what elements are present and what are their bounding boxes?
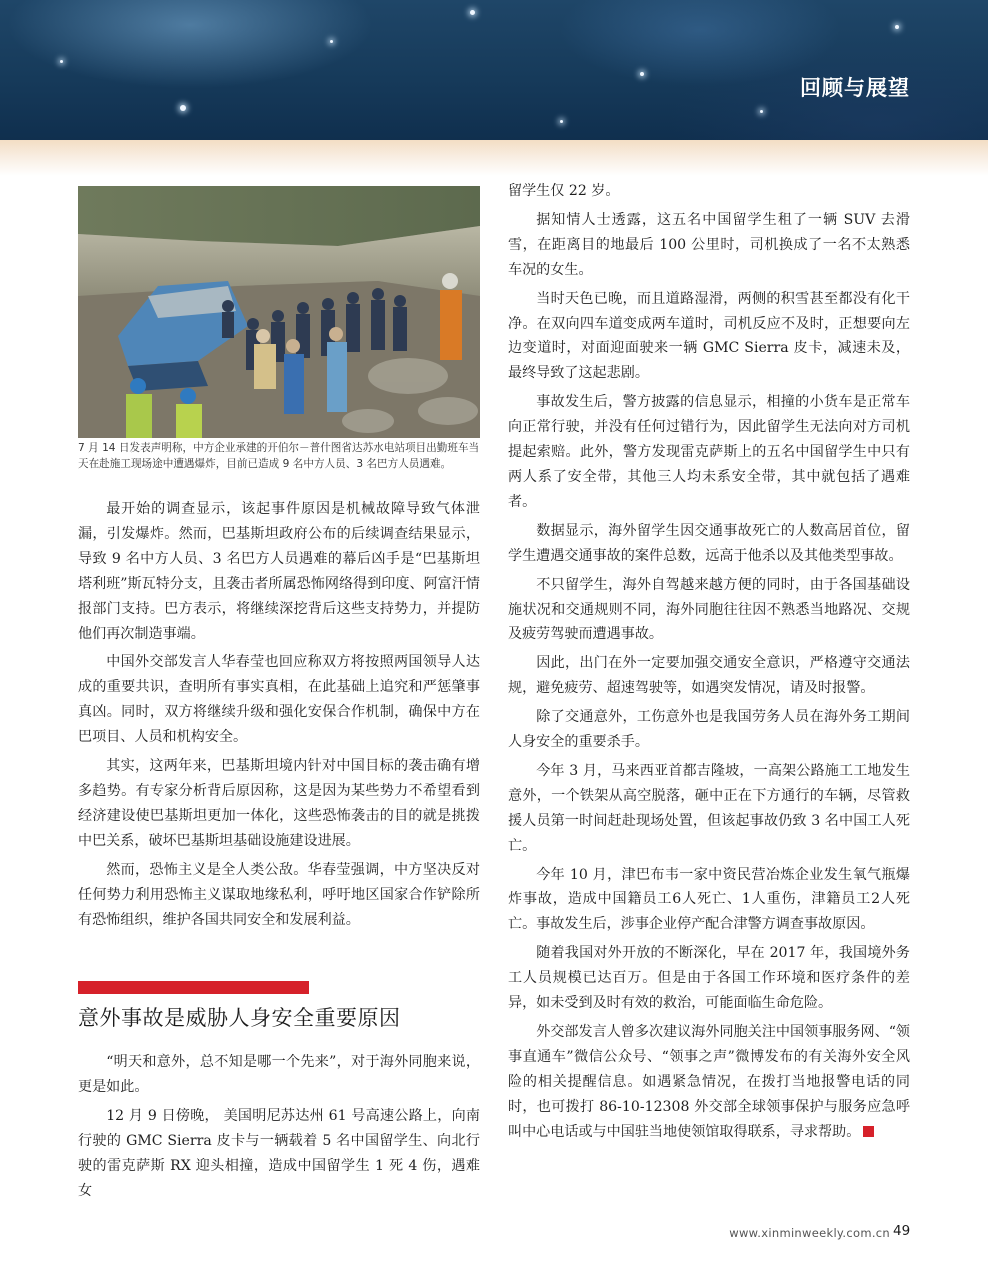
body-paragraph: 其实，这两年来，巴基斯坦境内针对中国目标的袭击确有增多趋势。有专家分析背后原因称，这是因为某些势力不希望看到经济建设使巴基斯坦更加一体化，这些恐怖袭击的目的就是挑拨中巴关系，破坏巴基斯坦基础设施建设进展。 bbox=[78, 758, 480, 849]
body-paragraph: 事故发生后，警方披露的信息显示，相撞的小货车是正常车向正常行驶，并没有任何过错行为，因此留学生无法向对方司机提起索赔。此外，警方发现雷克萨斯上的五名中国留学生中只有两人系了安全带，其他三人均未系安全带，其中就包括了遇难者。 bbox=[508, 394, 910, 510]
subsection-heading: 意外事故是威胁人身安全重要原因 bbox=[78, 1006, 401, 1030]
sparkle-decoration bbox=[640, 72, 644, 76]
page-number: 49 bbox=[893, 1223, 911, 1239]
body-paragraph: 数据显示，海外留学生因交通事故死亡的人数高居首位，留学生遭遇交通事故的案件总数，远高于他杀以及其他类型事故。 bbox=[508, 522, 910, 564]
bus-accident-photo bbox=[78, 186, 480, 438]
heading-accent-bar bbox=[78, 981, 309, 994]
right-column bbox=[508, 179, 910, 1145]
sparkle-decoration bbox=[760, 110, 763, 113]
body-paragraph: 今年 3 月，马来西亚首都吉隆坡，一高架公路施工工地发生意外，一个铁架从高空脱落，砸中正在下方通行的车辆，尽管救援人员第一时间赶赴现场处置，但该起事故仍致 3 名中国工人死亡。 bbox=[508, 762, 910, 854]
sparkle-decoration bbox=[330, 40, 333, 43]
body-paragraph: 今年 10 月，津巴布韦一家中资民营冶炼企业发生氧气瓶爆炸事故，造成中国籍员工6人死亡、1人重伤，津籍员工2人死亡。事故发生后，涉事企业停产配合津警方调查事故原因。 bbox=[508, 866, 910, 933]
continued-line: 留学生仅 22 岁。 bbox=[508, 183, 620, 199]
body-paragraph: 12 月 9 日傍晚， 美国明尼苏达州 61 号高速公路上，向南行驶的 GMC Sierra 皮卡与一辆载着 5 名中国留学生、向北行驶的雷克萨斯 RX 迎头相撞，造成中国留学生 1 死 4 伤，遇难女 bbox=[78, 1107, 480, 1199]
website-url: www.xinminweekly.com.cn bbox=[729, 1226, 890, 1240]
body-paragraph: 随着我国对外开放的不断深化，早在 2017 年，我国境外务工人员规模已达百万。但是由于各国工作环境和医疗条件的差异，如未受到及时有效的救治，可能面临生命危险。 bbox=[508, 945, 910, 1012]
body-paragraph: “明天和意外，总不知是哪一个先来”，对于海外同胞来说，更是如此。 bbox=[78, 1054, 480, 1095]
body-paragraph: 不只留学生，海外自驾越来越方便的同时，由于各国基础设施状况和交通规则不同，海外同胞往往因不熟悉当地路况、交规及疲劳驾驶而遭遇事故。 bbox=[508, 576, 910, 643]
body-paragraph: 除了交通意外，工伤意外也是我国劳务人员在海外务工期间人身安全的重要杀手。 bbox=[508, 709, 910, 751]
body-paragraph: 因此，出门在外一定要加强交通安全意识，严格遵守交通法规，避免疲劳、超速驾驶等，如遇突发情况，请及时报警。 bbox=[508, 655, 910, 697]
end-mark-icon bbox=[863, 1126, 874, 1137]
body-paragraph-last bbox=[508, 1020, 910, 1145]
section-title: 回顾与展望 bbox=[800, 75, 910, 100]
body-paragraph: 中国外交部发言人华春莹也回应称双方将按照两国领导人达成的重要共识，查明所有事实真相，在此基础上追究和严惩肇事真凶。同时，双方将继续升级和强化安保合作机制，确保中方在巴项目、人员和机构安全。 bbox=[78, 654, 480, 746]
body-paragraph-text: 外交部发言人曾多次建议海外同胞关注中国领事服务网、“领事直通车”微信公众号、“领事之声”微博发布的有关海外安全风险的相关提醒信息。如遇紧急情况，在拨打当地报警电话的同时，也可拨打 86-10-12308 外交部全球领事保护与服务应急呼叫中心电话或与中国驻当地使领馆取得联系，寻求帮助。 bbox=[508, 1024, 910, 1140]
body-paragraph: 当时天色已晚，而且道路湿滑，两侧的积雪甚至都没有化干净。在双向四车道变成两车道时，司机反应不及时，正想要向左边变道时，对面迎面驶来一辆 GMC Sierra 皮卡，减速未及，最终导致了这起悲剧。 bbox=[508, 290, 910, 382]
sparkle-decoration bbox=[60, 60, 63, 63]
left-column-upper bbox=[78, 497, 480, 932]
header-banner bbox=[0, 0, 988, 145]
sparkle-decoration bbox=[470, 10, 475, 15]
body-paragraph: 然而，恐怖主义是全人类公敌。华春莹强调，中方坚决反对任何势力利用恐怖主义谋取地缘私利，呼吁地区国家合作铲除所有恐怖组织，维护各国共同安全和发展利益。 bbox=[78, 861, 480, 928]
body-paragraph: 据知情人士透露，这五名中国留学生租了一辆 SUV 去滑雪，在距离目的地最后 100 公里时，司机换成了一名不太熟悉车况的女生。 bbox=[508, 211, 910, 278]
left-column-lower bbox=[78, 1050, 480, 1203]
banner-fade bbox=[0, 140, 988, 176]
body-paragraph: 最开始的调查显示，该起事件原因是机械故障导致气体泄漏，引发爆炸。然而，巴基斯坦政府公布的后续调查结果显示，导致 9 名中方人员、3 名巴方人员遇难的幕后凶手是“巴基斯坦塔利班”斯瓦特分支，且袭击者所属恐怖网络得到印度、阿富汗情报部门支持。巴方表示，将继续深挖背后这些支持势力，并提防他们再次制造事端。 bbox=[78, 501, 480, 642]
news-photo bbox=[78, 186, 480, 438]
sparkle-decoration bbox=[560, 120, 563, 123]
sparkle-decoration bbox=[180, 105, 186, 111]
photo-caption: 7 月 14 日发表声明称，中方企业承建的开伯尔－普什图省达苏水电站项目出勤班车当天在赴施工现场途中遭遇爆炸，目前已造成 9 名中方人员、3 名巴方人员遇难。 bbox=[78, 442, 480, 470]
sparkle-decoration bbox=[895, 25, 899, 29]
